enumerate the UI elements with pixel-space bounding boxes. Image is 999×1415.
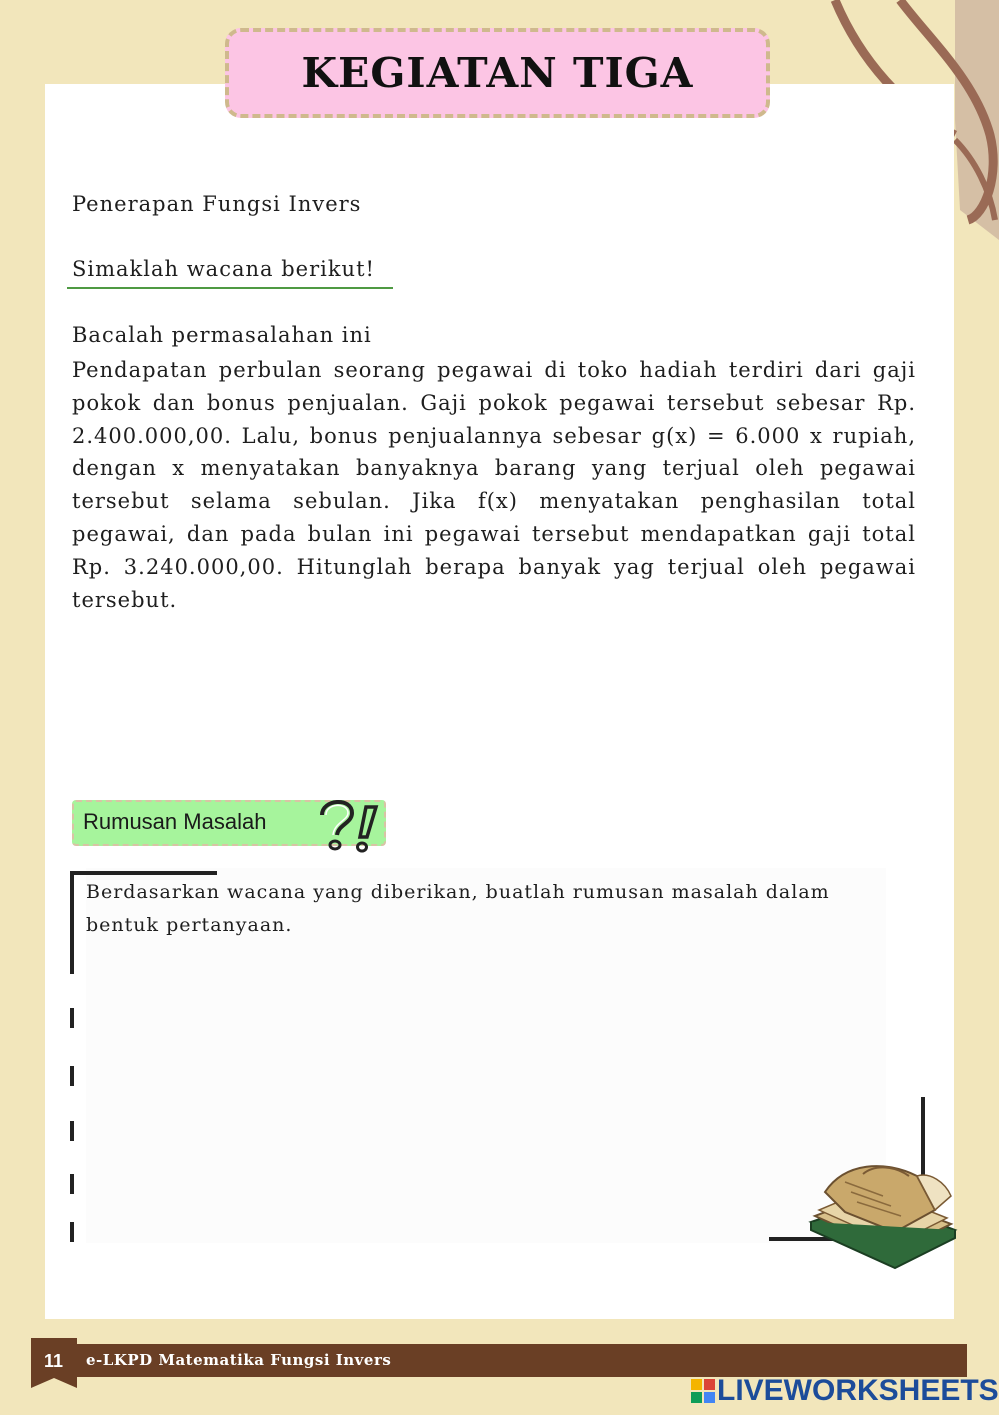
old-book-icon [805, 1152, 960, 1277]
page-number: 11 [43, 1351, 64, 1371]
bracket-dash [70, 1066, 74, 1086]
bracket-dash [70, 1121, 74, 1141]
bracket-dash [70, 1174, 74, 1194]
page-title: KEGIATAN TIGA [301, 49, 694, 97]
rumusan-masalah-label: Rumusan Masalah [83, 809, 267, 834]
title-banner [225, 28, 770, 118]
instruction-underline [67, 287, 393, 289]
bracket-dash [70, 1008, 74, 1028]
footer-title: e-LKPD Matematika Fungsi Invers [86, 1351, 392, 1369]
liveworksheets-watermark: LIVEWORKSHEETS [717, 1374, 999, 1407]
rumusan-instruction: Berdasarkan wacana yang diberikan, buatlah rumusan masalah dalam bentuk pertanyaan. [86, 881, 830, 936]
bracket-left-line [70, 871, 74, 974]
liveworksheets-logo-icon [691, 1379, 715, 1403]
bracket-dash [70, 1222, 74, 1242]
intro-text: Bacalah permasalahan ini [72, 323, 372, 347]
bracket-top-line [70, 871, 217, 875]
problem-paragraph: Pendapatan perbulan seorang pegawai di toko hadiah terdiri dari gaji pokok dan bonus penjualan. Gaji pokok pegawai tersebut sebesar Rp. 2.400.000,00. Lalu, bonus penjualannya sebesar g(x) = 6.000 x rupiah, dengan x menyatakan banyaknya barang yang terjual oleh pegawai tersebut selama sebulan. Jika f(x) menyatakan penghasilan total pegawai, dan pada bulan ini pegawai tersebut mendapatkan gaji total Rp. 3.240.000,00. Hitunglah berapa banyak yag terjual oleh pegawai tersebut. [72, 358, 916, 612]
subtitle: Penerapan Fungsi Invers [72, 192, 362, 216]
question-exclamation-icon [314, 793, 389, 855]
reading-instruction: Simaklah wacana berikut! [72, 257, 375, 281]
